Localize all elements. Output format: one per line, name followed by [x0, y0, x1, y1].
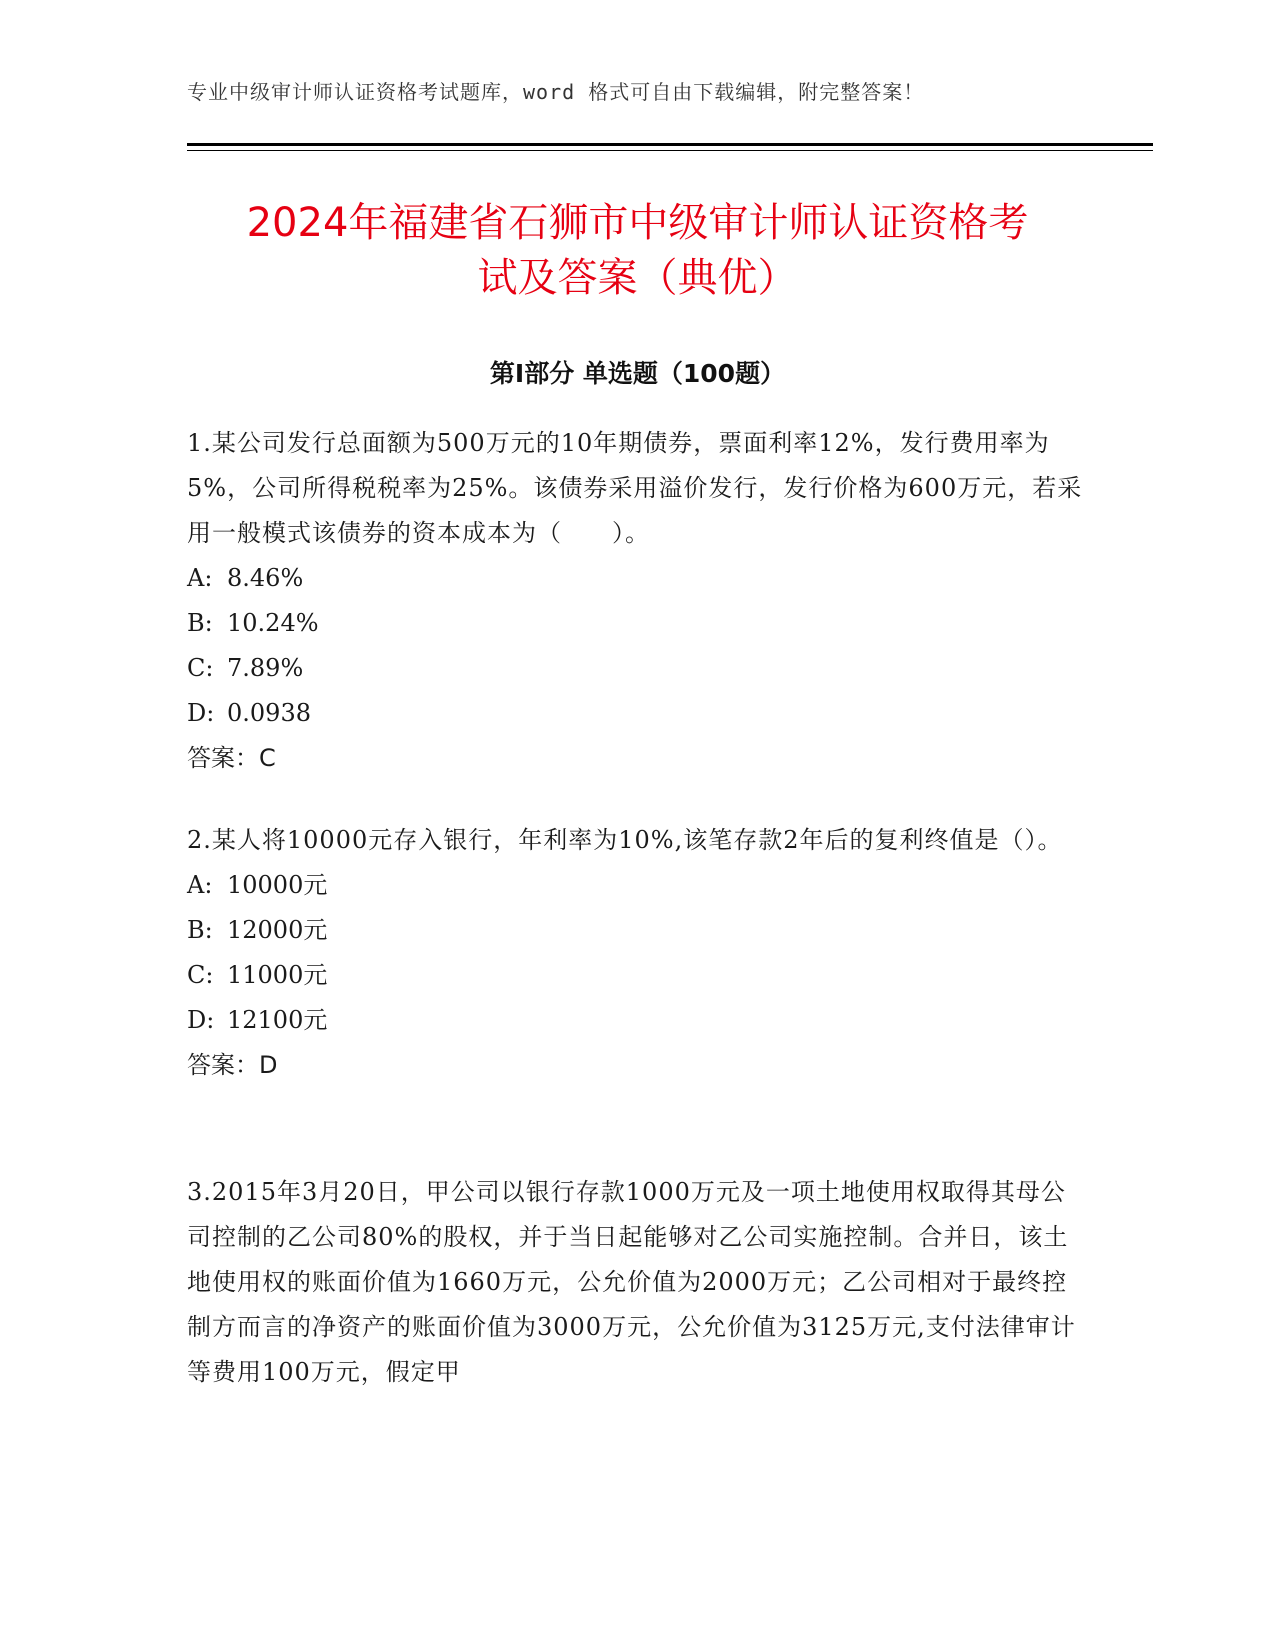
option-letter: D: [187, 699, 215, 727]
option-letter: D: [187, 1006, 215, 1034]
option-letter: C: [187, 654, 214, 682]
option-d [187, 998, 1087, 1043]
section-heading: 第Ⅰ部分 单选题（100题） [489, 359, 786, 388]
option-text: 10.24% [227, 609, 319, 637]
option-b [187, 908, 1087, 953]
question-stem: 3.2015年3月20日，甲公司以银行存款1000万元及一项土地使用权取得其母公司控制的乙公司80%的股权，并于当日起能够对乙公司实施控制。合并日，该土地使用权的账面价值为1660万元，公允价值为2000万元；乙公司相对于最终控制方而言的净资产的账面价值为3000万元，公允价值为3125万元,支付法律审计等费用100万元，假定甲 [187, 1178, 1076, 1386]
title-line-2: 试及答案（典优） [477, 255, 798, 301]
option-text: 12000元 [227, 916, 328, 944]
option-text: 8.46% [227, 564, 304, 592]
option-text: 10000元 [227, 871, 328, 899]
question-1 [187, 421, 1087, 781]
option-b [187, 601, 1087, 646]
document-title [150, 196, 1125, 306]
option-c [187, 953, 1087, 998]
option-text: 11000元 [227, 961, 328, 989]
option-letter: B: [187, 609, 213, 637]
question-2 [187, 818, 1087, 1088]
question-stem: 2.某人将10000元存入银行，年利率为10%,该笔存款2年后的复利终值是（）。 [187, 826, 1063, 854]
option-text: 12100元 [227, 1006, 328, 1034]
option-text: 0.0938 [227, 699, 311, 727]
header-rule-thin [187, 150, 1153, 151]
answer: 答案：D [187, 1051, 278, 1079]
option-letter: A: [187, 564, 213, 592]
question-3 [187, 1170, 1087, 1395]
header-rule-thick [187, 143, 1153, 146]
header-note: 专业中级审计师认证资格考试题库，word 格式可自由下载编辑，附完整答案！ [187, 80, 925, 104]
option-d [187, 691, 1087, 736]
option-c [187, 646, 1087, 691]
option-a [187, 556, 1087, 601]
title-line-1: 2024年福建省石狮市中级审计师认证资格考 [246, 200, 1029, 246]
option-a [187, 863, 1087, 908]
answer: 答案：C [187, 744, 276, 772]
option-letter: A: [187, 871, 213, 899]
option-letter: B: [187, 916, 213, 944]
option-text: 7.89% [227, 654, 304, 682]
question-stem: 1.某公司发行总面额为500万元的10年期债券，票面利率12%，发行费用率为5%，公司所得税税率为25%。该债券采用溢价发行，发行价格为600万元，若采用一般模式该债券的资本成本为（ ）。 [187, 429, 1083, 547]
option-letter: C: [187, 961, 214, 989]
